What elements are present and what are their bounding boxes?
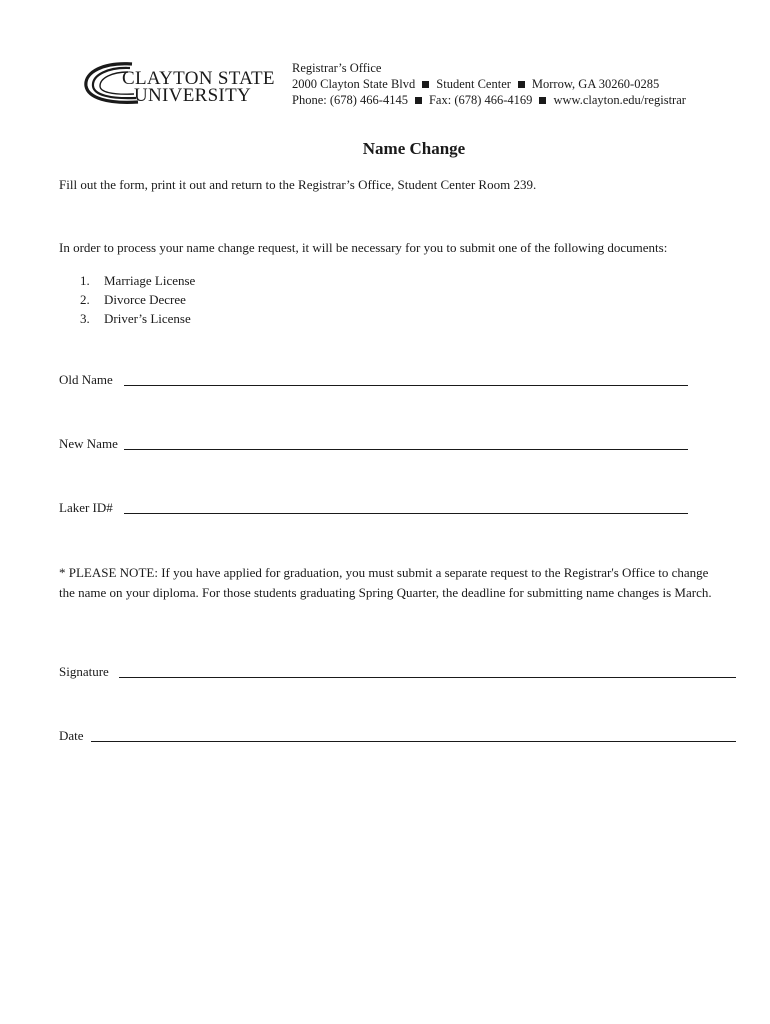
bullet-square-icon (415, 97, 422, 104)
signature-label: Signature (59, 664, 109, 679)
list-item-label: Divorce Decree (104, 292, 186, 307)
list-item-number: 1. (80, 273, 90, 288)
fax-number: Fax: (678) 466-4169 (428, 93, 533, 107)
laker-id-label: Laker ID# (59, 500, 113, 515)
office-phone-line (292, 92, 686, 108)
university-logo (80, 58, 275, 110)
building-name: Student Center (436, 77, 511, 91)
bullet-square-icon (539, 97, 546, 104)
date-field[interactable] (91, 741, 736, 742)
list-item (80, 290, 195, 309)
list-item-number: 2. (80, 292, 90, 307)
city-state-zip: Morrow, GA 30260-0285 (531, 77, 660, 91)
list-item (80, 271, 195, 290)
logo-text-line1: CLAYTON STATE (122, 68, 275, 89)
phone-number: Phone: (678) 466-4145 (292, 93, 408, 107)
form-title: Name Change (362, 139, 466, 158)
website-link[interactable]: www.clayton.edu/registrar (553, 93, 686, 107)
new-name-field[interactable] (124, 449, 688, 450)
office-contact-info (292, 60, 686, 108)
documents-intro: In order to process your name change request, it will be necessary for you to submit one of the following documents: (59, 240, 668, 255)
bullet-square-icon (422, 81, 429, 88)
logo-text-line2: UNIVERSITY (134, 85, 251, 106)
new-name-label: New Name (59, 436, 118, 451)
list-item-label: Marriage License (104, 273, 196, 288)
bullet-square-icon (518, 81, 525, 88)
laker-id-field[interactable] (124, 513, 688, 514)
list-item-number: 3. (80, 311, 90, 326)
old-name-label: Old Name (59, 372, 113, 387)
required-documents-list (80, 271, 195, 328)
graduation-note: * PLEASE NOTE: If you have applied for graduation, you must submit a separate request to the Registrar's Office to change the name on your diploma. For those students graduating Spring Quarter, the deadline for submitting name changes is March. (59, 565, 712, 600)
office-name: Registrar’s Office (292, 61, 382, 75)
list-item-label: Driver’s License (104, 311, 191, 326)
date-label: Date (59, 728, 84, 743)
old-name-field[interactable] (124, 385, 688, 386)
list-item (80, 309, 195, 328)
office-address-line (292, 76, 686, 92)
signature-field[interactable] (119, 677, 736, 678)
street-address: 2000 Clayton State Blvd (292, 77, 416, 91)
form-instructions: Fill out the form, print it out and return to the Registrar’s Office, Student Center Room 239. (59, 177, 537, 192)
